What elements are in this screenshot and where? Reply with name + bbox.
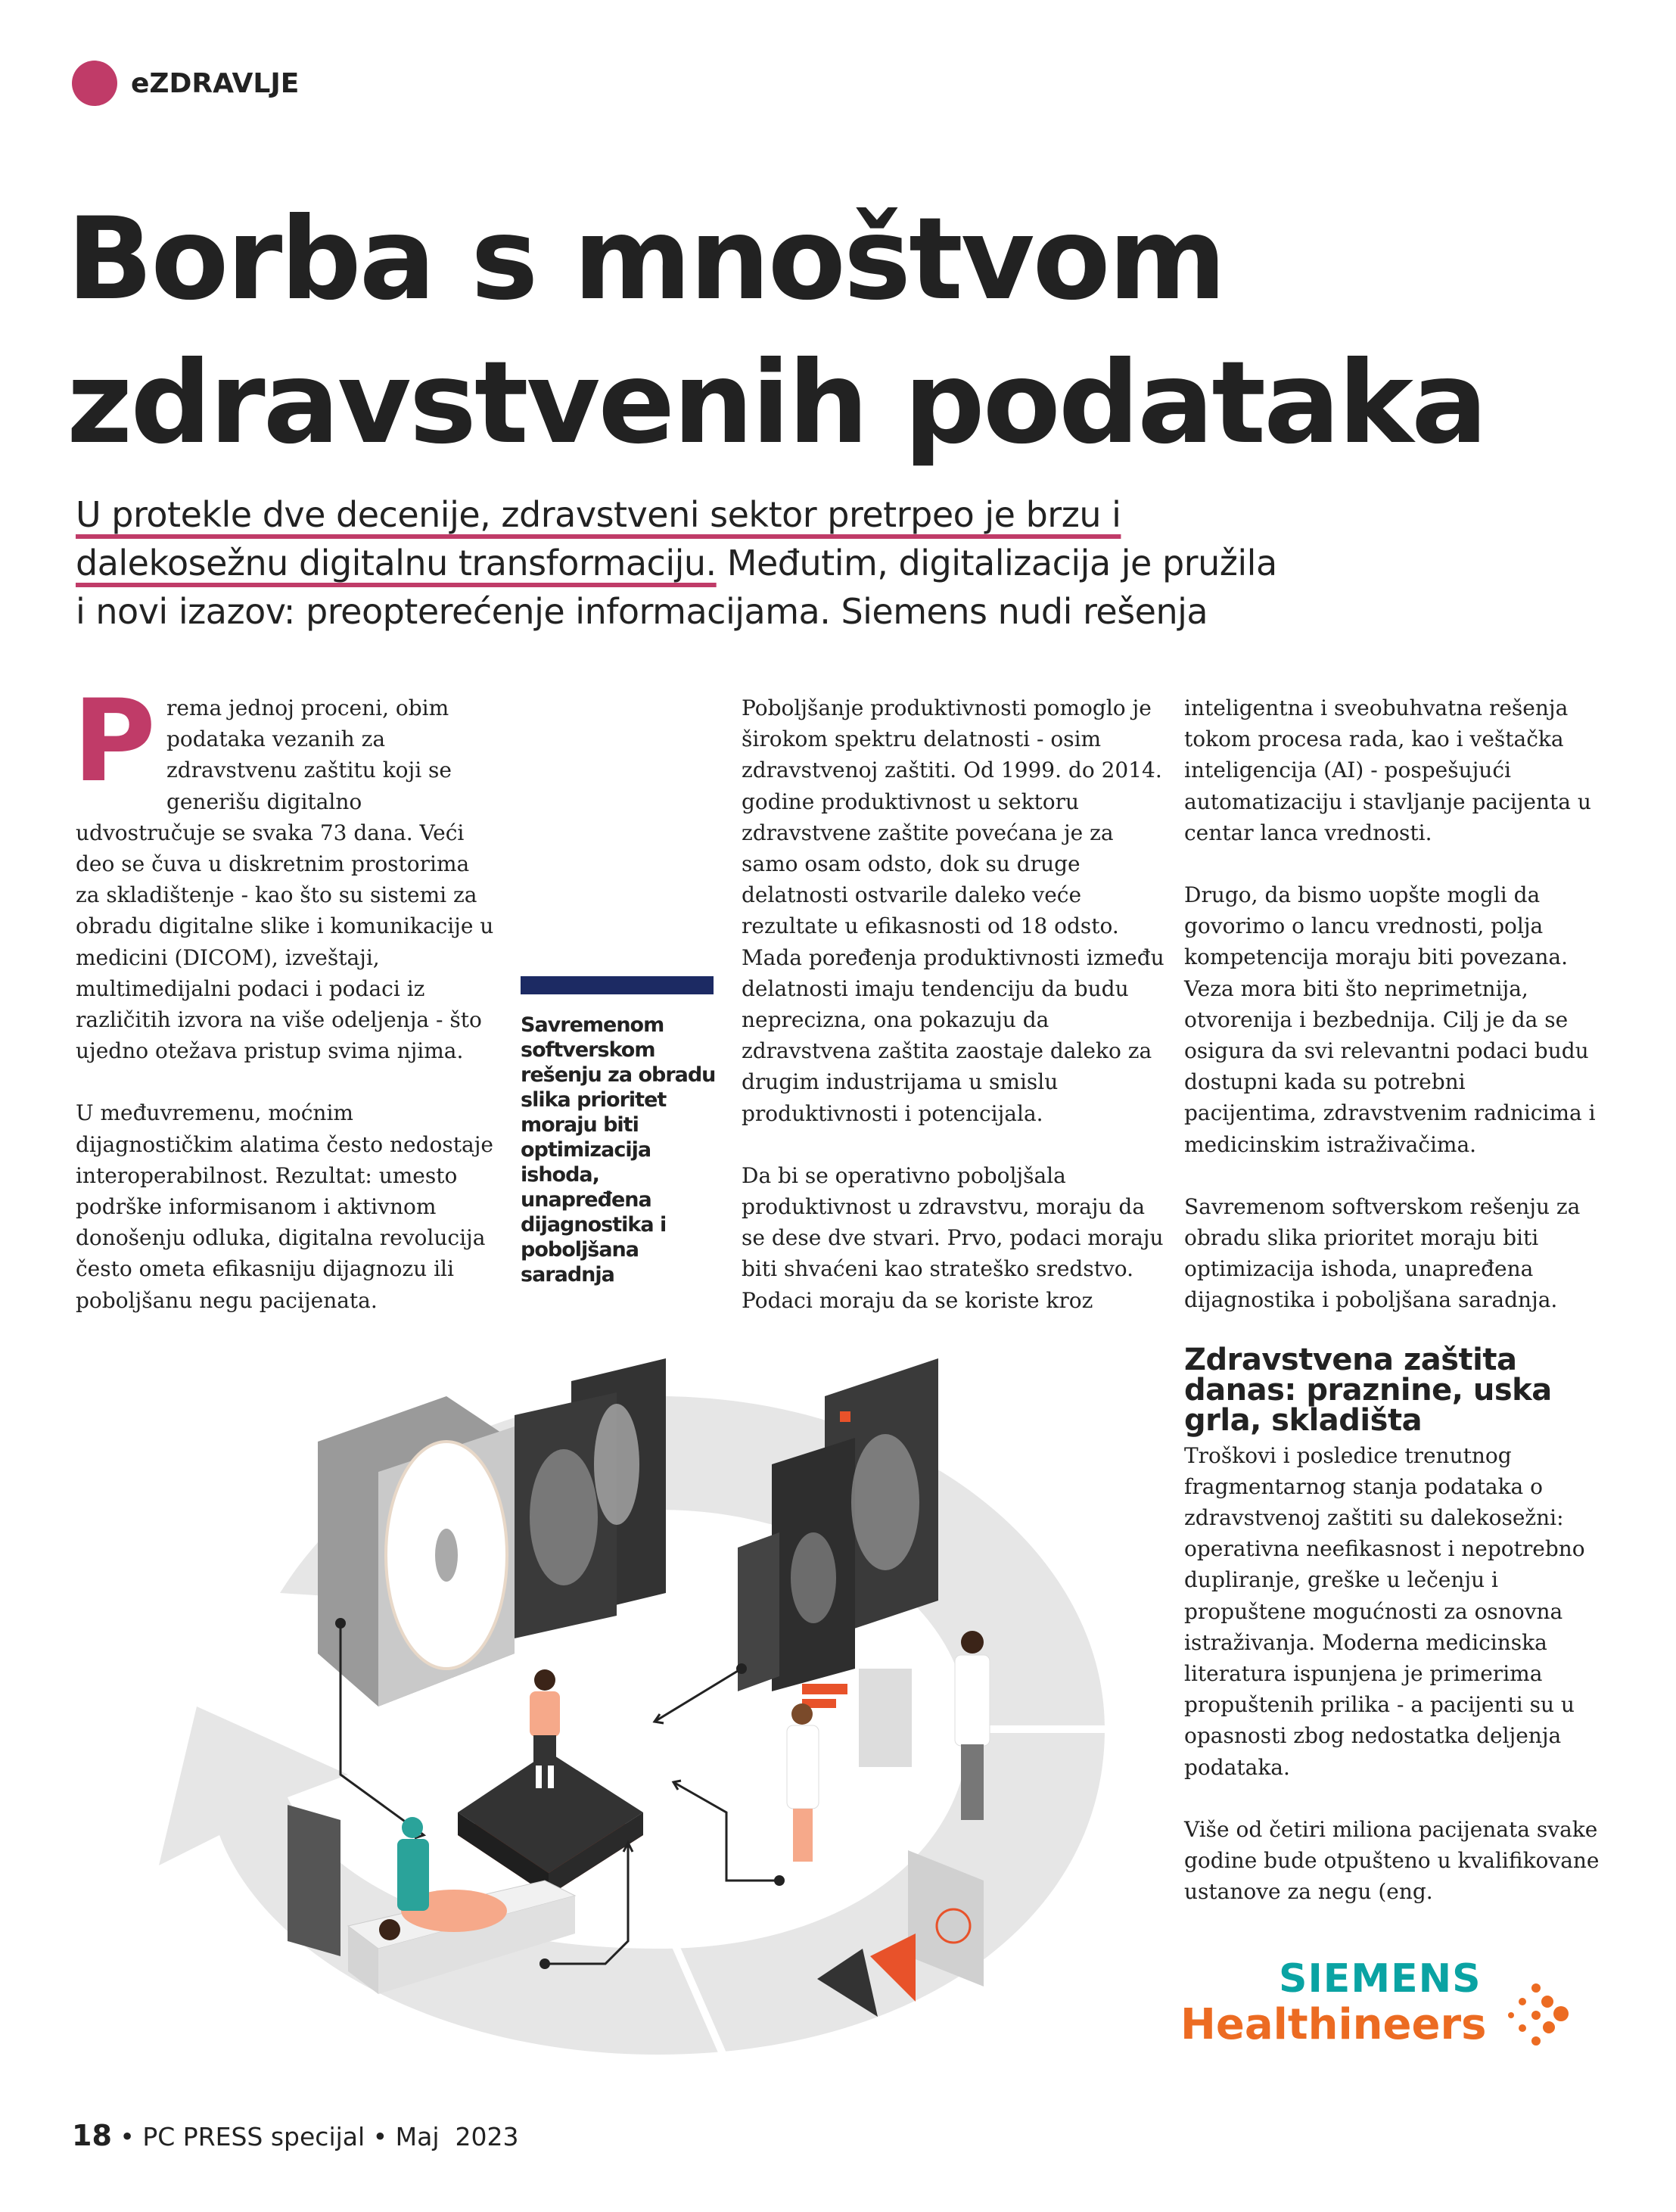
article-title [67, 188, 1625, 475]
column-1 [73, 676, 499, 1347]
drop-cap: P [73, 676, 156, 807]
lede-rest-2: i novi izazov: preopterećenje informacijama. Siemens nudi rešenja [76, 591, 1208, 632]
mri-scanner-icon [318, 1396, 515, 1706]
title-line-1: Borba s mnoštvom [67, 194, 1224, 325]
title-line-2: zdravstvenih podataka [67, 338, 1486, 469]
page-number: 18 [72, 2119, 112, 2152]
column-1-paragraph-1 [73, 676, 499, 1066]
column-3-paragraph-2: Drugo, da bismo uopšte mogli da govorimo o lancu vrednosti, polja kompetencija moraju biti povezana. Veza mora biti što neprimetnija, otvorenija i bezbednija. Cilj je da se osigura da svi relevantni podaci budu dostupni kada su potrebni pacijentima, zdravstvenim radnicima i medicinskim istraživačima. [1184, 882, 1596, 1157]
pull-quote: Savremenom softverskom rešenju za obradu slika prioritet moraju biti optimizacija ishoda, unapređena dijagnostika i poboljšana saradnja [521, 1013, 716, 1286]
page-footer [72, 2119, 518, 2152]
footer-separator-2: • [372, 2122, 388, 2151]
nurse-icon [397, 1817, 429, 1911]
lede-underlined-2: dalekosežnu digitalnu transformaciju. [76, 543, 717, 583]
column-3 [1184, 692, 1604, 1939]
column-3-subheading: Zdravstvena zaštita danas: praznine, uska grla, skladišta [1184, 1342, 1552, 1438]
siemens-healthineers-logo [1180, 1956, 1589, 2070]
skeleton-hologram-icon [859, 1669, 912, 1767]
column-2 [742, 692, 1165, 1347]
article-lede [76, 490, 1589, 636]
lede-rest-1: Međutim, digitalizacija je pružila [716, 543, 1277, 583]
column-1-p1-text: rema jednoj proceni, obim podataka vezanih za zdravstvenu zaštitu koji se generišu digitalno udvostručuje se svaka 73 dana. Veći deo se čuva u diskretnim prostorima za skladištenje - kao što su sistemi za obradu digitalne slike i komunikacije u medicini (DICOM), izveštaji, multimedijalni podaci i podaci iz različitih izvora na više odeljenja - što ujedno otežava pristup svima njima. [76, 695, 494, 1064]
column-2-paragraph-2: Da bi se operativno poboljšala produktivnost u zdravstvu, moraju da se dese dve stvari. Prvo, podaci moraju biti shvaćeni kao strateško sredstvo. Podaci moraju da se koriste kroz [742, 1162, 1164, 1313]
column-1-paragraph-2: U međuvremenu, moćnim dijagnostičkim alatima često nedostaje interoperabilnost. Rezultat: umesto podrške informisanom i aktivnom donošenju odluka, digitalna revolucija često ometa efikasniju dijagnozu ili poboljšanu negu pacijenata. [76, 1100, 493, 1313]
column-3-paragraph-5: Više od četiri miliona pacijenata svake godine bude otpušteno u kvalifikovane ustanove za negu (eng. [1184, 1816, 1600, 1905]
column-3-paragraph-4: Troškovi i posledice trenutnog fragmentarnog stanja podataka o zdravstvenoj zaštiti su dalekosežni: operativna neefikasnost i nepotrebno dupliranje, greške u lečenju i propuštene mogućnosti za osnovna istraživanja. Moderna medicinska literatura ispunjena je primerima propuštenih prilika - a pacijenti su u opasnosti zbog nedostatka deljenja podataka. [1184, 1442, 1585, 1780]
logo-dots-icon [1494, 1979, 1570, 2055]
doctor-female-icon [787, 1703, 819, 1862]
section-dot-icon [72, 61, 117, 106]
healthcare-cycle-illustration [151, 1351, 1165, 2077]
footer-issue: Maj 2023 [395, 2122, 519, 2151]
section-label: eZDRAVLJE [131, 67, 300, 99]
footer-separator-1: • [120, 2122, 135, 2151]
column-3-paragraph-3: Savremenom softverskom rešenju za obradu slika prioritet moraju biti optimizacija ishoda, unapređena dijagnostika i poboljšana saradnja. [1184, 1193, 1581, 1313]
knee-xray-icon [288, 1805, 340, 1956]
pull-quote-bar [521, 976, 714, 994]
xray-panels-icon [515, 1358, 666, 1638]
lede-underlined-1: U protekle dve decenije, zdravstveni sektor pretrpeo je brzu i [76, 494, 1121, 535]
column-3-paragraph-1: inteligentna i sveobuhvatna rešenja tokom procesa rada, kao i veštačka inteligencija (AI) - pospešujući automatizaciju i stavljanje pacijenta u centar lanca vrednosti. [1184, 695, 1591, 845]
footer-publication: PC PRESS specijal [142, 2122, 365, 2151]
logo-siemens-text: SIEMENS [1279, 1956, 1482, 2002]
column-2-paragraph-1: Poboljšanje produktivnosti pomoglo je širokom spektru delatnosti - osim zdravstvenoj zaštiti. Od 1999. do 2014. godine produktivnost u sektoru zdravstvene zaštite povećana je za samo osam odsto, dok su druge delatnosti ostvarile daleko veće rezultate u efikasnosti od 18 odsto. Mada poređenja produktivnosti između delatnosti imaju tendenciju da budu neprecizna, ona pokazuju da zdravstvena zaštita zaostaje daleko za drugim industrijama u smislu produktivnosti i potencijala. [742, 695, 1164, 1126]
section-tag [72, 57, 299, 110]
logo-healthineers-text: Healthineers [1180, 2000, 1487, 2049]
